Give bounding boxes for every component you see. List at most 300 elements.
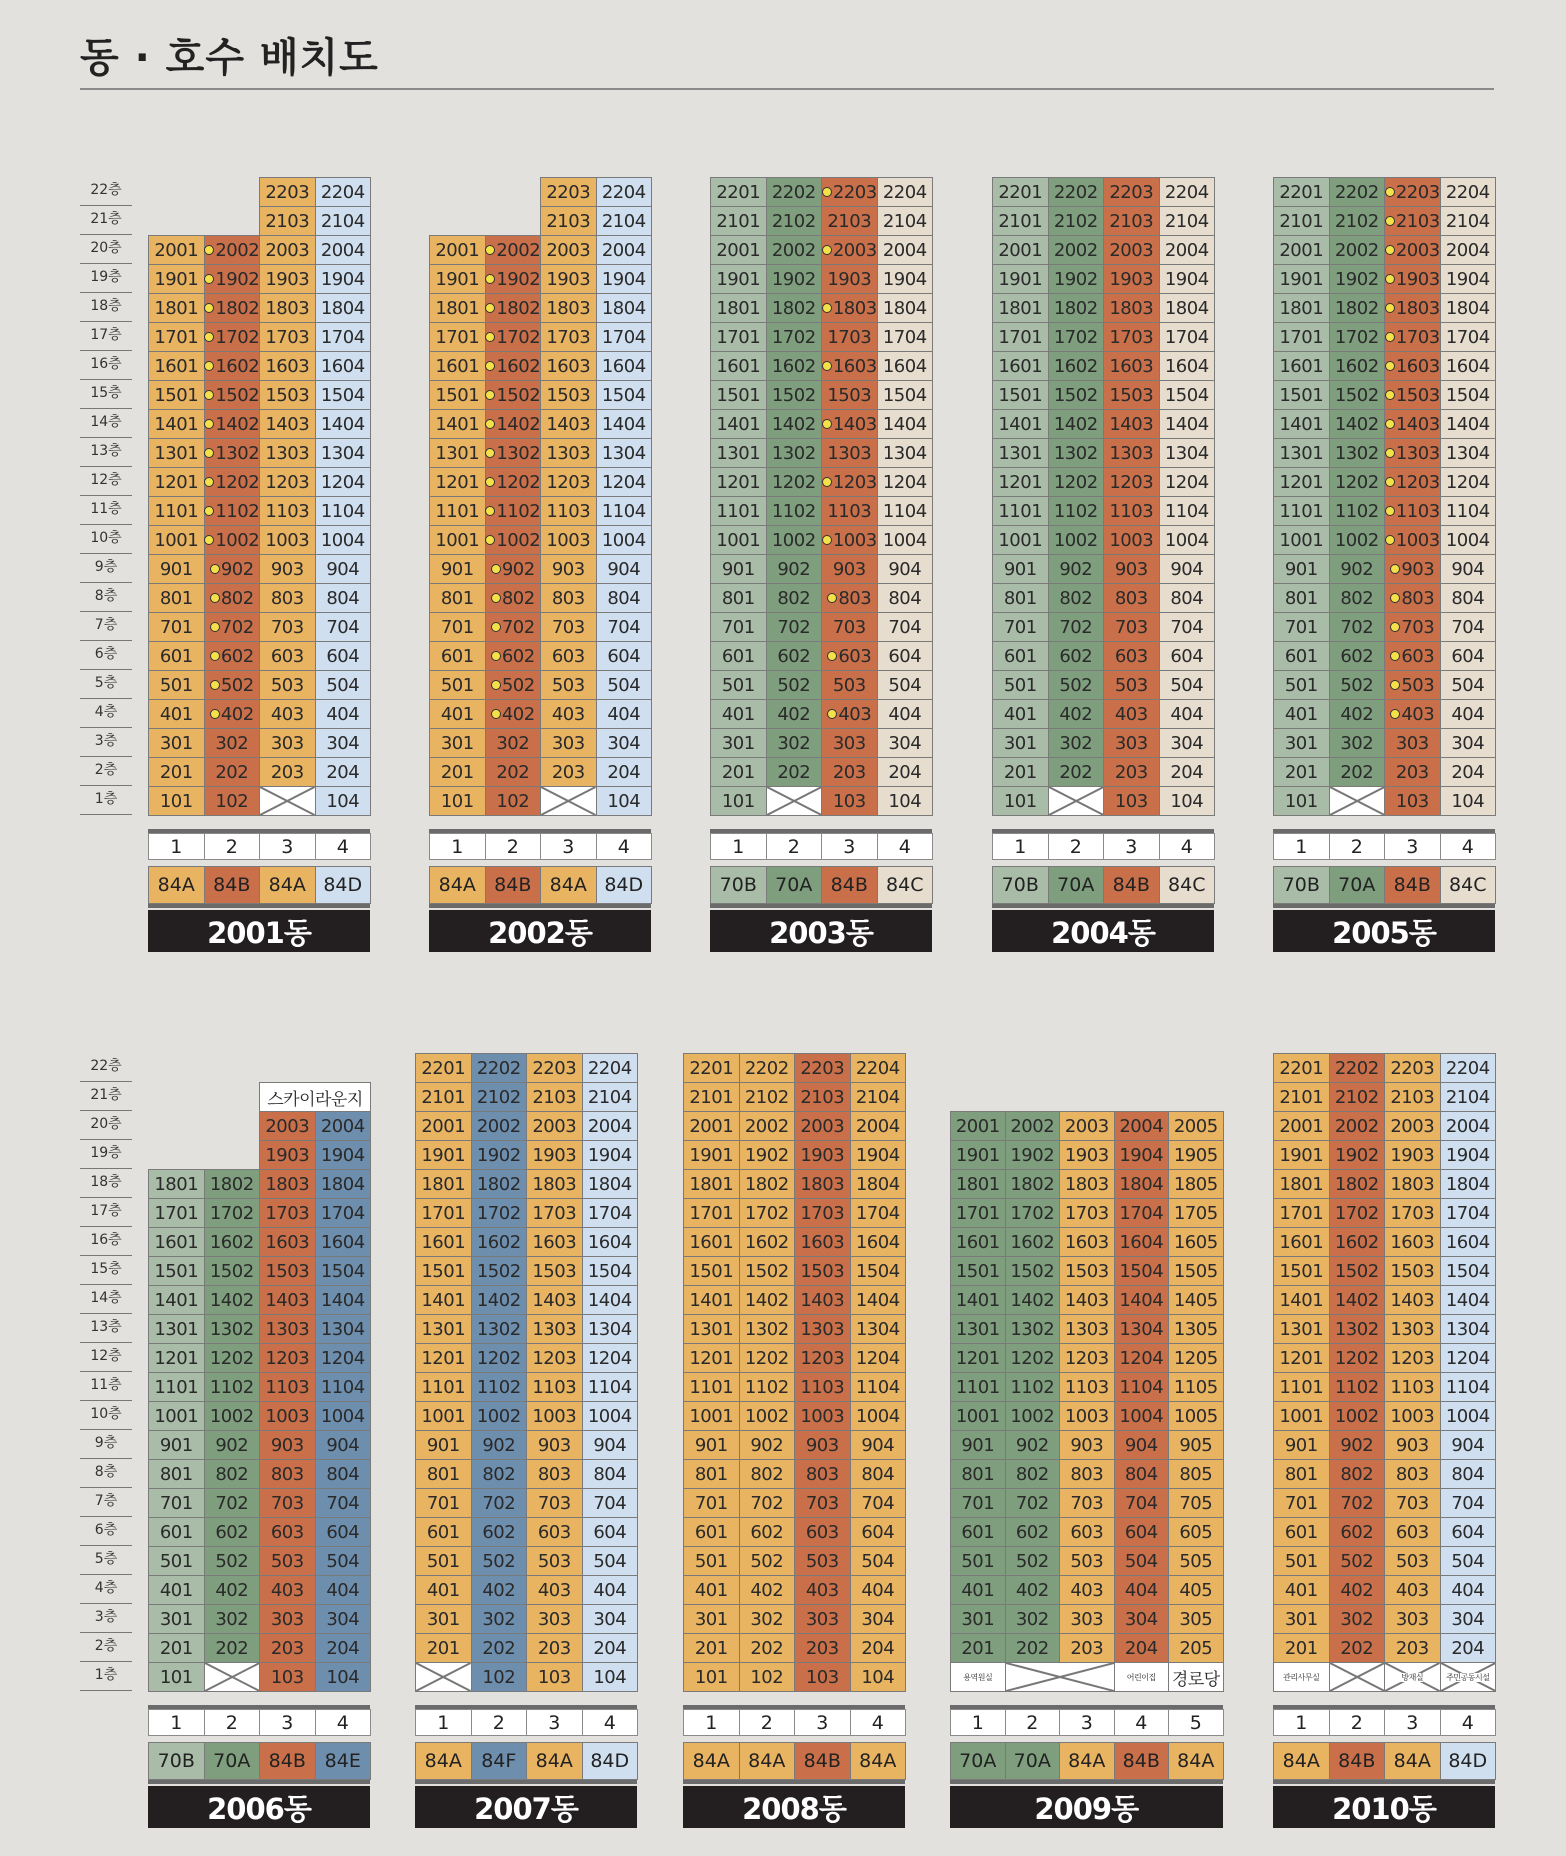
- unit-cell[interactable]: [1103, 641, 1160, 671]
- unit-cell[interactable]: [1329, 641, 1386, 671]
- unit-cell[interactable]: [315, 1227, 372, 1257]
- unit-cell[interactable]: [429, 467, 486, 497]
- unit-cell[interactable]: [315, 409, 372, 439]
- unit-cell[interactable]: [315, 1372, 372, 1402]
- unit-cell[interactable]: [850, 1633, 907, 1663]
- unit-cell[interactable]: [1103, 293, 1160, 323]
- unit-cell[interactable]: [204, 583, 261, 613]
- unit-cell[interactable]: [259, 1401, 316, 1431]
- unit-cell[interactable]: [1384, 670, 1441, 700]
- unit-cell[interactable]: [315, 1401, 372, 1431]
- unit-cell[interactable]: [1048, 757, 1105, 787]
- unit-cell[interactable]: [739, 1633, 796, 1663]
- unit-cell[interactable]: [1329, 612, 1386, 642]
- unit-cell[interactable]: [148, 1314, 205, 1344]
- unit-cell[interactable]: [1440, 1343, 1497, 1373]
- unit-cell[interactable]: [850, 1372, 907, 1402]
- unit-cell[interactable]: [148, 699, 205, 729]
- unit-cell[interactable]: [540, 554, 597, 584]
- unit-cell[interactable]: [1005, 1198, 1061, 1228]
- unit-cell[interactable]: [1329, 1198, 1386, 1228]
- unit-cell[interactable]: [259, 641, 316, 671]
- unit-cell[interactable]: [204, 1169, 261, 1199]
- unit-cell[interactable]: [794, 1140, 851, 1170]
- unit-cell[interactable]: [1103, 322, 1160, 352]
- unit-cell[interactable]: [950, 1604, 1006, 1634]
- unit-cell[interactable]: [1048, 467, 1105, 497]
- unit-cell[interactable]: [1114, 1140, 1170, 1170]
- unit-cell[interactable]: [1103, 670, 1160, 700]
- unit-cell[interactable]: [315, 728, 372, 758]
- unit-cell[interactable]: [204, 1256, 261, 1286]
- unit-cell[interactable]: [596, 670, 653, 700]
- unit-cell[interactable]: [1384, 583, 1441, 613]
- unit-cell[interactable]: [148, 1633, 205, 1663]
- unit-cell[interactable]: [821, 786, 878, 816]
- unit-cell[interactable]: [1440, 1459, 1497, 1489]
- unit-cell[interactable]: [1114, 1343, 1170, 1373]
- unit-cell[interactable]: [1273, 728, 1330, 758]
- unit-cell[interactable]: [596, 699, 653, 729]
- unit-cell[interactable]: [582, 1430, 639, 1460]
- unit-cell[interactable]: [204, 728, 261, 758]
- unit-cell[interactable]: [148, 1546, 205, 1576]
- unit-cell[interactable]: [1273, 1517, 1330, 1547]
- unit-cell[interactable]: [1048, 496, 1105, 526]
- unit-cell[interactable]: [1159, 264, 1216, 294]
- unit-cell[interactable]: [950, 1256, 1006, 1286]
- unit-cell[interactable]: [992, 525, 1049, 555]
- unit-cell[interactable]: [1440, 1285, 1497, 1315]
- unit-cell[interactable]: [204, 1401, 261, 1431]
- unit-cell[interactable]: [471, 1662, 528, 1692]
- unit-cell[interactable]: [415, 1459, 472, 1489]
- unit-cell[interactable]: [950, 1546, 1006, 1576]
- unit-cell[interactable]: [766, 496, 823, 526]
- unit-cell[interactable]: [1384, 1633, 1441, 1663]
- unit-cell[interactable]: [259, 1256, 316, 1286]
- unit-cell[interactable]: [540, 467, 597, 497]
- unit-cell[interactable]: [794, 1053, 851, 1083]
- unit-cell[interactable]: [1329, 1517, 1386, 1547]
- unit-cell[interactable]: [1329, 264, 1386, 294]
- unit-cell[interactable]: [315, 1575, 372, 1605]
- unit-cell[interactable]: [766, 670, 823, 700]
- unit-cell[interactable]: [877, 699, 934, 729]
- unit-cell[interactable]: [992, 467, 1049, 497]
- unit-cell[interactable]: [1329, 1488, 1386, 1518]
- unit-cell[interactable]: [850, 1169, 907, 1199]
- unit-cell[interactable]: [794, 1372, 851, 1402]
- unit-cell[interactable]: [710, 235, 767, 265]
- unit-cell[interactable]: [1048, 409, 1105, 439]
- unit-cell[interactable]: [1005, 1604, 1061, 1634]
- unit-cell[interactable]: [259, 496, 316, 526]
- unit-cell[interactable]: [429, 496, 486, 526]
- unit-cell[interactable]: [877, 409, 934, 439]
- unit-cell[interactable]: [1168, 1314, 1224, 1344]
- unit-cell[interactable]: [1159, 670, 1216, 700]
- unit-cell[interactable]: [710, 496, 767, 526]
- unit-cell[interactable]: [526, 1430, 583, 1460]
- unit-cell[interactable]: [1384, 438, 1441, 468]
- unit-cell[interactable]: [1005, 1430, 1061, 1460]
- unit-cell[interactable]: [1048, 293, 1105, 323]
- unit-cell[interactable]: [1048, 264, 1105, 294]
- unit-cell[interactable]: [429, 612, 486, 642]
- unit-cell[interactable]: [1440, 380, 1497, 410]
- unit-cell[interactable]: [1103, 235, 1160, 265]
- unit-cell[interactable]: [1159, 496, 1216, 526]
- unit-cell[interactable]: [1329, 206, 1386, 236]
- unit-cell[interactable]: [1440, 1082, 1497, 1112]
- unit-cell[interactable]: [540, 351, 597, 381]
- unit-cell[interactable]: [1059, 1604, 1115, 1634]
- unit-cell[interactable]: [1440, 467, 1497, 497]
- unit-cell[interactable]: [1103, 409, 1160, 439]
- unit-cell[interactable]: [204, 467, 261, 497]
- unit-cell[interactable]: [877, 757, 934, 787]
- unit-cell[interactable]: [877, 496, 934, 526]
- unit-cell[interactable]: [1329, 1633, 1386, 1663]
- unit-cell[interactable]: [1440, 757, 1497, 787]
- unit-cell[interactable]: [1329, 757, 1386, 787]
- unit-cell[interactable]: [204, 670, 261, 700]
- unit-cell[interactable]: [850, 1604, 907, 1634]
- unit-cell[interactable]: [710, 438, 767, 468]
- unit-cell[interactable]: [1059, 1111, 1115, 1141]
- unit-cell[interactable]: [794, 1430, 851, 1460]
- unit-cell[interactable]: [315, 1140, 372, 1170]
- unit-cell[interactable]: [148, 1343, 205, 1373]
- unit-cell[interactable]: [683, 1546, 740, 1576]
- unit-cell[interactable]: [204, 351, 261, 381]
- unit-cell[interactable]: [710, 583, 767, 613]
- unit-cell[interactable]: [1329, 1575, 1386, 1605]
- unit-cell[interactable]: [850, 1140, 907, 1170]
- unit-cell[interactable]: [471, 1111, 528, 1141]
- unit-cell[interactable]: [1159, 206, 1216, 236]
- unit-cell[interactable]: [204, 1343, 261, 1373]
- unit-cell[interactable]: [950, 1314, 1006, 1344]
- unit-cell[interactable]: [1273, 1140, 1330, 1170]
- unit-cell[interactable]: [766, 612, 823, 642]
- unit-cell[interactable]: [1384, 525, 1441, 555]
- unit-cell[interactable]: [1103, 728, 1160, 758]
- unit-cell[interactable]: [471, 1517, 528, 1547]
- unit-cell[interactable]: [766, 467, 823, 497]
- unit-cell[interactable]: [739, 1459, 796, 1489]
- unit-cell[interactable]: [259, 1517, 316, 1547]
- unit-cell[interactable]: [315, 1343, 372, 1373]
- unit-cell[interactable]: [794, 1517, 851, 1547]
- unit-cell[interactable]: [1273, 1604, 1330, 1634]
- unit-cell[interactable]: [485, 293, 542, 323]
- unit-cell[interactable]: [1440, 641, 1497, 671]
- unit-cell[interactable]: [766, 380, 823, 410]
- unit-cell[interactable]: [877, 525, 934, 555]
- unit-cell[interactable]: [821, 583, 878, 613]
- unit-cell[interactable]: [794, 1227, 851, 1257]
- unit-cell[interactable]: [148, 1227, 205, 1257]
- unit-cell[interactable]: [1114, 1488, 1170, 1518]
- unit-cell[interactable]: [1384, 612, 1441, 642]
- unit-cell[interactable]: [1384, 554, 1441, 584]
- unit-cell[interactable]: [596, 177, 653, 207]
- unit-cell[interactable]: [1103, 380, 1160, 410]
- unit-cell[interactable]: [259, 1546, 316, 1576]
- unit-cell[interactable]: [429, 380, 486, 410]
- unit-cell[interactable]: [877, 728, 934, 758]
- unit-cell[interactable]: [683, 1198, 740, 1228]
- unit-cell[interactable]: [710, 757, 767, 787]
- unit-cell[interactable]: [1005, 1488, 1061, 1518]
- unit-cell[interactable]: [1159, 525, 1216, 555]
- unit-cell[interactable]: [1273, 1256, 1330, 1286]
- unit-cell[interactable]: [204, 525, 261, 555]
- unit-cell[interactable]: [582, 1169, 639, 1199]
- unit-cell[interactable]: [1329, 467, 1386, 497]
- unit-cell[interactable]: [850, 1575, 907, 1605]
- unit-cell[interactable]: [950, 1575, 1006, 1605]
- unit-cell[interactable]: [540, 612, 597, 642]
- unit-cell[interactable]: [1273, 1111, 1330, 1141]
- unit-cell[interactable]: [1048, 206, 1105, 236]
- unit-cell[interactable]: [204, 1198, 261, 1228]
- unit-cell[interactable]: [850, 1488, 907, 1518]
- unit-cell[interactable]: [1440, 1169, 1497, 1199]
- unit-cell[interactable]: [992, 786, 1049, 816]
- unit-cell[interactable]: [471, 1140, 528, 1170]
- unit-cell[interactable]: [485, 699, 542, 729]
- unit-cell[interactable]: [1440, 1488, 1497, 1518]
- unit-cell[interactable]: [1440, 1401, 1497, 1431]
- unit-cell[interactable]: [950, 1517, 1006, 1547]
- unit-cell[interactable]: [259, 1488, 316, 1518]
- unit-cell[interactable]: [1384, 1517, 1441, 1547]
- unit-cell[interactable]: [1329, 554, 1386, 584]
- unit-cell[interactable]: [683, 1488, 740, 1518]
- unit-cell[interactable]: [1005, 1285, 1061, 1315]
- unit-cell[interactable]: [259, 554, 316, 584]
- unit-cell[interactable]: [526, 1082, 583, 1112]
- unit-cell[interactable]: [429, 786, 486, 816]
- unit-cell[interactable]: [429, 670, 486, 700]
- unit-cell[interactable]: [596, 351, 653, 381]
- unit-cell[interactable]: [1440, 612, 1497, 642]
- unit-cell[interactable]: [1329, 438, 1386, 468]
- unit-cell[interactable]: [1273, 641, 1330, 671]
- unit-cell[interactable]: [766, 757, 823, 787]
- unit-cell[interactable]: [1440, 438, 1497, 468]
- unit-cell[interactable]: [1384, 641, 1441, 671]
- unit-cell[interactable]: [582, 1401, 639, 1431]
- unit-cell[interactable]: [259, 583, 316, 613]
- unit-cell[interactable]: [1273, 264, 1330, 294]
- unit-cell[interactable]: [1273, 1401, 1330, 1431]
- unit-cell[interactable]: [1103, 786, 1160, 816]
- unit-cell[interactable]: [1329, 1459, 1386, 1489]
- unit-cell[interactable]: [148, 554, 205, 584]
- unit-cell[interactable]: [148, 1198, 205, 1228]
- unit-cell[interactable]: [582, 1372, 639, 1402]
- unit-cell[interactable]: [315, 1633, 372, 1663]
- unit-cell[interactable]: [415, 1430, 472, 1460]
- unit-cell[interactable]: [485, 670, 542, 700]
- unit-cell[interactable]: [683, 1604, 740, 1634]
- unit-cell[interactable]: [739, 1662, 796, 1692]
- unit-cell[interactable]: [1440, 1633, 1497, 1663]
- unit-cell[interactable]: [1168, 1430, 1224, 1460]
- unit-cell[interactable]: [1168, 1604, 1224, 1634]
- unit-cell[interactable]: [1114, 1575, 1170, 1605]
- unit-cell[interactable]: [992, 496, 1049, 526]
- unit-cell[interactable]: [1159, 409, 1216, 439]
- unit-cell[interactable]: [315, 1430, 372, 1460]
- unit-cell[interactable]: [1329, 1227, 1386, 1257]
- unit-cell[interactable]: [794, 1459, 851, 1489]
- unit-cell[interactable]: [582, 1343, 639, 1373]
- unit-cell[interactable]: [1329, 380, 1386, 410]
- unit-cell[interactable]: [877, 322, 934, 352]
- unit-cell[interactable]: [582, 1459, 639, 1489]
- unit-cell[interactable]: [821, 525, 878, 555]
- unit-cell[interactable]: [1384, 786, 1441, 816]
- unit-cell[interactable]: [415, 1604, 472, 1634]
- unit-cell[interactable]: [1114, 1198, 1170, 1228]
- unit-cell[interactable]: [540, 206, 597, 236]
- unit-cell[interactable]: [821, 380, 878, 410]
- unit-cell[interactable]: [1440, 293, 1497, 323]
- unit-cell[interactable]: [1384, 1430, 1441, 1460]
- unit-cell[interactable]: [540, 409, 597, 439]
- unit-cell[interactable]: [821, 612, 878, 642]
- unit-cell[interactable]: [471, 1343, 528, 1373]
- unit-cell[interactable]: [596, 786, 653, 816]
- unit-cell[interactable]: [429, 757, 486, 787]
- unit-cell[interactable]: [850, 1343, 907, 1373]
- unit-cell[interactable]: [485, 322, 542, 352]
- unit-cell[interactable]: [315, 670, 372, 700]
- unit-cell[interactable]: [148, 786, 205, 816]
- unit-cell[interactable]: [683, 1517, 740, 1547]
- unit-cell[interactable]: [429, 525, 486, 555]
- unit-cell[interactable]: [582, 1111, 639, 1141]
- unit-cell[interactable]: [1440, 1140, 1497, 1170]
- unit-cell[interactable]: [315, 380, 372, 410]
- unit-cell[interactable]: [415, 1488, 472, 1518]
- unit-cell[interactable]: [582, 1285, 639, 1315]
- unit-cell[interactable]: [415, 1198, 472, 1228]
- unit-cell[interactable]: [877, 438, 934, 468]
- unit-cell[interactable]: [1384, 1285, 1441, 1315]
- unit-cell[interactable]: [429, 264, 486, 294]
- unit-cell[interactable]: [204, 1372, 261, 1402]
- unit-cell[interactable]: [526, 1604, 583, 1634]
- unit-cell[interactable]: [204, 1430, 261, 1460]
- unit-cell[interactable]: [1048, 177, 1105, 207]
- unit-cell[interactable]: [415, 1517, 472, 1547]
- unit-cell[interactable]: [1440, 1053, 1497, 1083]
- unit-cell[interactable]: [1005, 1372, 1061, 1402]
- unit-cell[interactable]: [315, 1169, 372, 1199]
- unit-cell[interactable]: [315, 757, 372, 787]
- unit-cell[interactable]: [315, 1604, 372, 1634]
- unit-cell[interactable]: [1384, 1488, 1441, 1518]
- unit-cell[interactable]: [683, 1343, 740, 1373]
- unit-cell[interactable]: [596, 293, 653, 323]
- unit-cell[interactable]: [204, 380, 261, 410]
- unit-cell[interactable]: [471, 1082, 528, 1112]
- unit-cell[interactable]: [1384, 235, 1441, 265]
- unit-cell[interactable]: [1273, 1343, 1330, 1373]
- unit-cell[interactable]: [1005, 1401, 1061, 1431]
- unit-cell[interactable]: [992, 206, 1049, 236]
- unit-cell[interactable]: [739, 1604, 796, 1634]
- unit-cell[interactable]: [683, 1662, 740, 1692]
- unit-cell[interactable]: [821, 293, 878, 323]
- unit-cell[interactable]: [259, 1227, 316, 1257]
- unit-cell[interactable]: [1273, 1169, 1330, 1199]
- unit-cell[interactable]: [1048, 322, 1105, 352]
- unit-cell[interactable]: [204, 1546, 261, 1576]
- unit-cell[interactable]: [1329, 322, 1386, 352]
- unit-cell[interactable]: [794, 1198, 851, 1228]
- unit-cell[interactable]: [1103, 583, 1160, 613]
- unit-cell[interactable]: [1329, 1430, 1386, 1460]
- unit-cell[interactable]: [415, 1372, 472, 1402]
- unit-cell[interactable]: [596, 206, 653, 236]
- unit-cell[interactable]: [526, 1575, 583, 1605]
- unit-cell[interactable]: [540, 525, 597, 555]
- unit-cell[interactable]: [204, 699, 261, 729]
- unit-cell[interactable]: [1329, 1169, 1386, 1199]
- unit-cell[interactable]: [540, 728, 597, 758]
- unit-cell[interactable]: [259, 612, 316, 642]
- unit-cell[interactable]: [259, 322, 316, 352]
- unit-cell[interactable]: [1440, 1372, 1497, 1402]
- unit-cell[interactable]: [1329, 1343, 1386, 1373]
- unit-cell[interactable]: [683, 1633, 740, 1663]
- unit-cell[interactable]: [596, 467, 653, 497]
- unit-cell[interactable]: [148, 1256, 205, 1286]
- unit-cell[interactable]: [1103, 757, 1160, 787]
- unit-cell[interactable]: [204, 1285, 261, 1315]
- unit-cell[interactable]: [148, 467, 205, 497]
- unit-cell[interactable]: [1440, 351, 1497, 381]
- unit-cell[interactable]: [821, 554, 878, 584]
- unit-cell[interactable]: [1005, 1314, 1061, 1344]
- unit-cell[interactable]: [1059, 1227, 1115, 1257]
- unit-cell[interactable]: [1273, 293, 1330, 323]
- unit-cell[interactable]: [259, 670, 316, 700]
- unit-cell[interactable]: [582, 1662, 639, 1692]
- unit-cell[interactable]: [204, 1227, 261, 1257]
- unit-cell[interactable]: [1114, 1546, 1170, 1576]
- unit-cell[interactable]: [415, 1256, 472, 1286]
- unit-cell[interactable]: [1159, 699, 1216, 729]
- unit-cell[interactable]: [1440, 699, 1497, 729]
- unit-cell[interactable]: [1048, 438, 1105, 468]
- unit-cell[interactable]: [315, 1546, 372, 1576]
- unit-cell[interactable]: [683, 1459, 740, 1489]
- unit-cell[interactable]: [148, 380, 205, 410]
- unit-cell[interactable]: [821, 467, 878, 497]
- unit-cell[interactable]: [582, 1488, 639, 1518]
- unit-cell[interactable]: [950, 1169, 1006, 1199]
- unit-cell[interactable]: [710, 728, 767, 758]
- unit-cell[interactable]: [415, 1314, 472, 1344]
